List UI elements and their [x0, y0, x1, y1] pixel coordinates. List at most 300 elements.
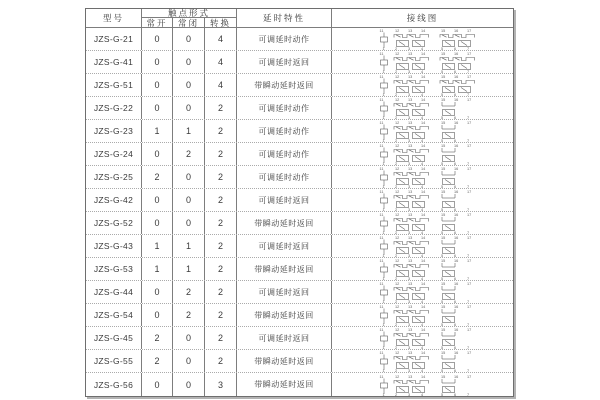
wiring-diagram-cell — [332, 120, 513, 142]
model-cell: JZS-G-44 — [86, 281, 142, 303]
svg-text:3: 3 — [408, 47, 411, 50]
svg-text:3: 3 — [408, 116, 411, 119]
delay-cell: 带瞬动延时返回 — [237, 350, 332, 372]
wiring-diagram-cell — [332, 51, 513, 73]
wiring-diagram-cell — [332, 166, 513, 188]
delay-cell: 可调延时动作 — [237, 97, 332, 119]
normally-open-cell: 0 — [142, 212, 173, 234]
model-cell: JZS-G-22 — [86, 97, 142, 119]
svg-text:17: 17 — [467, 75, 472, 79]
delay-cell: 可调延时动作 — [237, 166, 332, 188]
model-cell: JZS-G-56 — [86, 373, 142, 396]
svg-text:15: 15 — [441, 144, 446, 148]
normally-open-cell: 0 — [142, 373, 173, 396]
normally-open-cell: 2 — [142, 350, 173, 372]
normally-closed-cell: 0 — [173, 51, 205, 73]
svg-text:1: 1 — [382, 300, 385, 303]
svg-text:7: 7 — [467, 47, 470, 50]
svg-text:12: 12 — [395, 190, 400, 194]
svg-text:3: 3 — [408, 323, 411, 326]
svg-text:17: 17 — [467, 282, 472, 286]
svg-text:12: 12 — [395, 98, 400, 102]
svg-text:16: 16 — [454, 282, 459, 286]
svg-text:14: 14 — [421, 167, 426, 171]
svg-text:4: 4 — [421, 70, 424, 73]
svg-text:6: 6 — [454, 70, 457, 73]
wiring-diagram-cell — [332, 350, 513, 372]
svg-text:13: 13 — [408, 236, 413, 240]
svg-text:2: 2 — [395, 346, 398, 349]
svg-text:13: 13 — [408, 374, 413, 379]
svg-text:1: 1 — [382, 93, 385, 96]
svg-text:2: 2 — [395, 139, 398, 142]
svg-text:2: 2 — [395, 254, 398, 257]
normally-open-cell: 1 — [142, 258, 173, 280]
svg-text:4: 4 — [421, 93, 424, 96]
svg-text:3: 3 — [408, 139, 411, 142]
svg-text:15: 15 — [441, 98, 446, 102]
normally-open-cell: 1 — [142, 235, 173, 257]
svg-text:11: 11 — [379, 167, 384, 171]
svg-text:6: 6 — [454, 93, 457, 96]
svg-text:15: 15 — [441, 282, 446, 286]
svg-text:3: 3 — [408, 346, 411, 349]
normally-closed-cell: 0 — [173, 74, 205, 96]
delay-cell: 可调延时动作 — [237, 28, 332, 50]
svg-text:1: 1 — [382, 116, 385, 119]
svg-text:5: 5 — [441, 369, 444, 372]
svg-text:14: 14 — [421, 305, 426, 309]
svg-text:11: 11 — [379, 328, 384, 332]
svg-text:6: 6 — [454, 231, 457, 234]
svg-text:13: 13 — [408, 121, 413, 125]
svg-text:14: 14 — [421, 351, 426, 355]
svg-text:15: 15 — [441, 29, 446, 33]
normally-closed-cell: 2 — [173, 143, 205, 165]
svg-text:1: 1 — [382, 208, 385, 211]
svg-text:17: 17 — [467, 351, 472, 355]
svg-text:16: 16 — [454, 144, 459, 148]
svg-text:1: 1 — [382, 346, 385, 349]
svg-text:2: 2 — [395, 231, 398, 234]
svg-text:13: 13 — [408, 29, 413, 33]
wiring-diagram — [378, 74, 490, 96]
svg-text:13: 13 — [408, 328, 413, 332]
wiring-diagram — [378, 350, 490, 372]
header-contact-subrow — [142, 18, 237, 27]
svg-text:13: 13 — [408, 282, 413, 286]
wiring-diagram-cell — [332, 281, 513, 303]
svg-text:11: 11 — [379, 29, 384, 33]
svg-text:3: 3 — [408, 277, 411, 280]
svg-text:15: 15 — [441, 305, 446, 309]
table-row — [86, 166, 513, 189]
svg-text:11: 11 — [379, 98, 384, 102]
svg-text:17: 17 — [467, 236, 472, 240]
changeover-cell: 2 — [205, 97, 237, 119]
wiring-diagram — [378, 235, 490, 257]
svg-text:11: 11 — [379, 282, 384, 286]
svg-text:4: 4 — [421, 346, 424, 349]
model-cell: JZS-G-23 — [86, 120, 142, 142]
svg-text:4: 4 — [421, 392, 424, 396]
header-contact-form: 触点形式 — [142, 9, 237, 18]
svg-text:4: 4 — [421, 300, 424, 303]
normally-open-cell: 0 — [142, 97, 173, 119]
svg-text:15: 15 — [441, 374, 446, 379]
svg-text:4: 4 — [421, 162, 424, 165]
svg-text:14: 14 — [421, 190, 426, 194]
model-cell: JZS-G-21 — [86, 28, 142, 50]
svg-text:13: 13 — [408, 190, 413, 194]
svg-text:7: 7 — [467, 369, 470, 372]
svg-text:6: 6 — [454, 346, 457, 349]
svg-text:5: 5 — [441, 70, 444, 73]
svg-text:2: 2 — [395, 70, 398, 73]
wiring-diagram — [378, 28, 490, 50]
svg-text:1: 1 — [382, 277, 385, 280]
changeover-cell: 2 — [205, 350, 237, 372]
svg-text:4: 4 — [421, 47, 424, 50]
svg-text:11: 11 — [379, 259, 384, 263]
normally-open-cell: 0 — [142, 189, 173, 211]
svg-text:2: 2 — [395, 208, 398, 211]
svg-text:5: 5 — [441, 185, 444, 188]
svg-text:3: 3 — [408, 369, 411, 372]
wiring-diagram — [378, 281, 490, 303]
wiring-diagram-cell — [332, 327, 513, 349]
svg-text:14: 14 — [421, 282, 426, 286]
svg-text:2: 2 — [395, 300, 398, 303]
svg-text:1: 1 — [382, 369, 385, 372]
svg-text:14: 14 — [421, 374, 426, 379]
wiring-diagram — [378, 97, 490, 119]
wiring-diagram — [378, 166, 490, 188]
table-row — [86, 97, 513, 120]
table-body — [86, 28, 513, 396]
svg-text:11: 11 — [379, 52, 384, 56]
svg-text:7: 7 — [467, 323, 470, 326]
wiring-diagram — [378, 374, 490, 396]
normally-closed-cell: 0 — [173, 212, 205, 234]
svg-text:17: 17 — [467, 52, 472, 56]
svg-text:2: 2 — [395, 392, 398, 396]
model-cell: JZS-G-55 — [86, 350, 142, 372]
svg-text:15: 15 — [441, 213, 446, 217]
normally-open-cell: 0 — [142, 74, 173, 96]
svg-text:12: 12 — [395, 305, 400, 309]
svg-text:12: 12 — [395, 144, 400, 148]
table-row — [86, 143, 513, 166]
svg-text:1: 1 — [382, 392, 385, 396]
svg-text:11: 11 — [379, 236, 384, 240]
header-changeover: 转换 — [205, 18, 237, 27]
svg-text:14: 14 — [421, 121, 426, 125]
svg-text:17: 17 — [467, 167, 472, 171]
svg-text:17: 17 — [467, 328, 472, 332]
model-cell: JZS-G-45 — [86, 327, 142, 349]
delay-cell: 带瞬动延时返回 — [237, 373, 332, 396]
svg-text:7: 7 — [467, 185, 470, 188]
table-row — [86, 327, 513, 350]
delay-cell: 可调延时返回 — [237, 235, 332, 257]
svg-text:7: 7 — [467, 70, 470, 73]
wiring-diagram-cell — [332, 258, 513, 280]
model-cell: JZS-G-51 — [86, 74, 142, 96]
wiring-diagram — [378, 212, 490, 234]
header-contact-form-group — [142, 9, 237, 27]
svg-text:12: 12 — [395, 52, 400, 56]
svg-text:15: 15 — [441, 52, 446, 56]
svg-text:6: 6 — [454, 162, 457, 165]
svg-text:1: 1 — [382, 47, 385, 50]
wiring-diagram — [378, 327, 490, 349]
svg-text:1: 1 — [382, 185, 385, 188]
wiring-diagram — [378, 120, 490, 142]
svg-text:3: 3 — [408, 392, 411, 396]
table-row — [86, 74, 513, 97]
svg-text:17: 17 — [467, 259, 472, 263]
normally-closed-cell: 2 — [173, 281, 205, 303]
wiring-diagram-cell — [332, 304, 513, 326]
svg-text:12: 12 — [395, 213, 400, 217]
svg-text:7: 7 — [467, 300, 470, 303]
svg-text:1: 1 — [382, 70, 385, 73]
model-cell: JZS-G-25 — [86, 166, 142, 188]
svg-text:4: 4 — [421, 254, 424, 257]
svg-text:7: 7 — [467, 254, 470, 257]
svg-text:17: 17 — [467, 121, 472, 125]
svg-text:11: 11 — [379, 190, 384, 194]
delay-cell: 可调延时返回 — [237, 327, 332, 349]
model-cell: JZS-G-53 — [86, 258, 142, 280]
model-cell: JZS-G-24 — [86, 143, 142, 165]
delay-cell: 带瞬动延时返回 — [237, 212, 332, 234]
svg-text:7: 7 — [467, 231, 470, 234]
svg-text:5: 5 — [441, 116, 444, 119]
svg-text:3: 3 — [408, 300, 411, 303]
svg-text:17: 17 — [467, 374, 472, 379]
svg-text:7: 7 — [467, 162, 470, 165]
svg-text:11: 11 — [379, 75, 384, 79]
svg-text:14: 14 — [421, 52, 426, 56]
changeover-cell: 2 — [205, 212, 237, 234]
svg-text:11: 11 — [379, 305, 384, 309]
svg-text:12: 12 — [395, 259, 400, 263]
normally-closed-cell: 1 — [173, 120, 205, 142]
svg-text:6: 6 — [454, 323, 457, 326]
normally-open-cell: 1 — [142, 120, 173, 142]
svg-text:6: 6 — [454, 277, 457, 280]
svg-text:1: 1 — [382, 162, 385, 165]
svg-text:5: 5 — [441, 277, 444, 280]
svg-text:5: 5 — [441, 254, 444, 257]
svg-text:7: 7 — [467, 277, 470, 280]
normally-closed-cell: 0 — [173, 189, 205, 211]
svg-text:2: 2 — [395, 162, 398, 165]
svg-text:12: 12 — [395, 328, 400, 332]
svg-text:6: 6 — [454, 139, 457, 142]
svg-text:16: 16 — [454, 167, 459, 171]
svg-text:2: 2 — [395, 116, 398, 119]
svg-text:13: 13 — [408, 351, 413, 355]
svg-text:14: 14 — [421, 98, 426, 102]
wiring-diagram — [378, 189, 490, 211]
svg-text:14: 14 — [421, 213, 426, 217]
svg-text:16: 16 — [454, 121, 459, 125]
svg-text:16: 16 — [454, 190, 459, 194]
svg-text:2: 2 — [395, 277, 398, 280]
svg-text:13: 13 — [408, 259, 413, 263]
svg-text:4: 4 — [421, 185, 424, 188]
svg-text:6: 6 — [454, 300, 457, 303]
svg-text:11: 11 — [379, 213, 384, 217]
normally-open-cell: 0 — [142, 143, 173, 165]
svg-text:1: 1 — [382, 254, 385, 257]
svg-text:6: 6 — [454, 254, 457, 257]
svg-text:2: 2 — [395, 323, 398, 326]
svg-text:17: 17 — [467, 98, 472, 102]
svg-text:17: 17 — [467, 29, 472, 33]
wiring-diagram-cell — [332, 74, 513, 96]
header-delay-characteristic: 延时特性 — [237, 9, 332, 27]
relay-spec-table — [85, 8, 514, 397]
table-row — [86, 304, 513, 327]
svg-text:15: 15 — [441, 167, 446, 171]
svg-text:7: 7 — [467, 392, 470, 396]
svg-text:14: 14 — [421, 328, 426, 332]
svg-text:2: 2 — [395, 47, 398, 50]
delay-cell: 带瞬动延时返回 — [237, 74, 332, 96]
svg-text:7: 7 — [467, 93, 470, 96]
normally-closed-cell: 0 — [173, 28, 205, 50]
svg-text:11: 11 — [379, 374, 384, 379]
svg-text:3: 3 — [408, 254, 411, 257]
svg-text:6: 6 — [454, 392, 457, 396]
svg-text:16: 16 — [454, 305, 459, 309]
header-normally-closed: 常闭 — [173, 18, 205, 27]
wiring-diagram — [378, 258, 490, 280]
table-row — [86, 28, 513, 51]
table-row — [86, 350, 513, 373]
wiring-diagram — [378, 51, 490, 73]
changeover-cell: 2 — [205, 120, 237, 142]
delay-cell: 带瞬动延时返回 — [237, 258, 332, 280]
table-row — [86, 212, 513, 235]
table-row — [86, 373, 513, 396]
normally-closed-cell: 2 — [173, 304, 205, 326]
wiring-diagram-cell — [332, 373, 513, 396]
svg-text:5: 5 — [441, 139, 444, 142]
svg-text:4: 4 — [421, 277, 424, 280]
svg-text:6: 6 — [454, 369, 457, 372]
svg-text:12: 12 — [395, 374, 400, 379]
changeover-cell: 2 — [205, 258, 237, 280]
svg-text:4: 4 — [421, 369, 424, 372]
svg-text:4: 4 — [421, 116, 424, 119]
svg-text:6: 6 — [454, 47, 457, 50]
changeover-cell: 2 — [205, 166, 237, 188]
svg-text:17: 17 — [467, 213, 472, 217]
wiring-diagram-cell — [332, 143, 513, 165]
svg-text:15: 15 — [441, 236, 446, 240]
svg-text:5: 5 — [441, 231, 444, 234]
svg-text:5: 5 — [441, 346, 444, 349]
svg-text:3: 3 — [408, 231, 411, 234]
svg-text:2: 2 — [395, 369, 398, 372]
svg-text:12: 12 — [395, 351, 400, 355]
model-cell: JZS-G-54 — [86, 304, 142, 326]
svg-text:13: 13 — [408, 213, 413, 217]
wiring-diagram-cell — [332, 212, 513, 234]
normally-open-cell: 0 — [142, 304, 173, 326]
svg-text:17: 17 — [467, 190, 472, 194]
delay-cell: 可调延时动作 — [237, 120, 332, 142]
svg-text:15: 15 — [441, 75, 446, 79]
svg-text:15: 15 — [441, 259, 446, 263]
changeover-cell: 4 — [205, 74, 237, 96]
svg-text:16: 16 — [454, 75, 459, 79]
table-row — [86, 235, 513, 258]
table-row — [86, 51, 513, 74]
svg-text:12: 12 — [395, 236, 400, 240]
svg-text:14: 14 — [421, 75, 426, 79]
normally-closed-cell: 0 — [173, 97, 205, 119]
svg-text:5: 5 — [441, 162, 444, 165]
changeover-cell: 2 — [205, 143, 237, 165]
delay-cell: 可调延时返回 — [237, 189, 332, 211]
svg-text:1: 1 — [382, 139, 385, 142]
changeover-cell: 2 — [205, 304, 237, 326]
svg-text:2: 2 — [395, 185, 398, 188]
svg-text:3: 3 — [408, 185, 411, 188]
svg-text:14: 14 — [421, 29, 426, 33]
changeover-cell: 2 — [205, 235, 237, 257]
svg-text:5: 5 — [441, 323, 444, 326]
normally-closed-cell: 0 — [173, 350, 205, 372]
svg-text:13: 13 — [408, 98, 413, 102]
normally-open-cell: 0 — [142, 28, 173, 50]
wiring-diagram — [378, 143, 490, 165]
svg-text:16: 16 — [454, 213, 459, 217]
normally-closed-cell: 0 — [173, 327, 205, 349]
header-model: 型号 — [86, 9, 142, 27]
delay-cell: 可调延时返回 — [237, 51, 332, 73]
normally-open-cell: 2 — [142, 166, 173, 188]
table-row — [86, 189, 513, 212]
svg-text:5: 5 — [441, 392, 444, 396]
svg-text:5: 5 — [441, 47, 444, 50]
changeover-cell: 4 — [205, 51, 237, 73]
svg-text:14: 14 — [421, 236, 426, 240]
svg-text:12: 12 — [395, 167, 400, 171]
wiring-diagram — [378, 304, 490, 326]
svg-text:4: 4 — [421, 208, 424, 211]
model-cell: JZS-G-42 — [86, 189, 142, 211]
svg-text:2: 2 — [395, 93, 398, 96]
changeover-cell: 4 — [205, 28, 237, 50]
svg-text:16: 16 — [454, 351, 459, 355]
svg-text:15: 15 — [441, 328, 446, 332]
svg-text:16: 16 — [454, 374, 459, 379]
normally-open-cell: 2 — [142, 327, 173, 349]
svg-text:17: 17 — [467, 305, 472, 309]
table-row — [86, 281, 513, 304]
svg-text:12: 12 — [395, 282, 400, 286]
svg-text:7: 7 — [467, 116, 470, 119]
svg-text:5: 5 — [441, 208, 444, 211]
wiring-diagram-cell — [332, 97, 513, 119]
